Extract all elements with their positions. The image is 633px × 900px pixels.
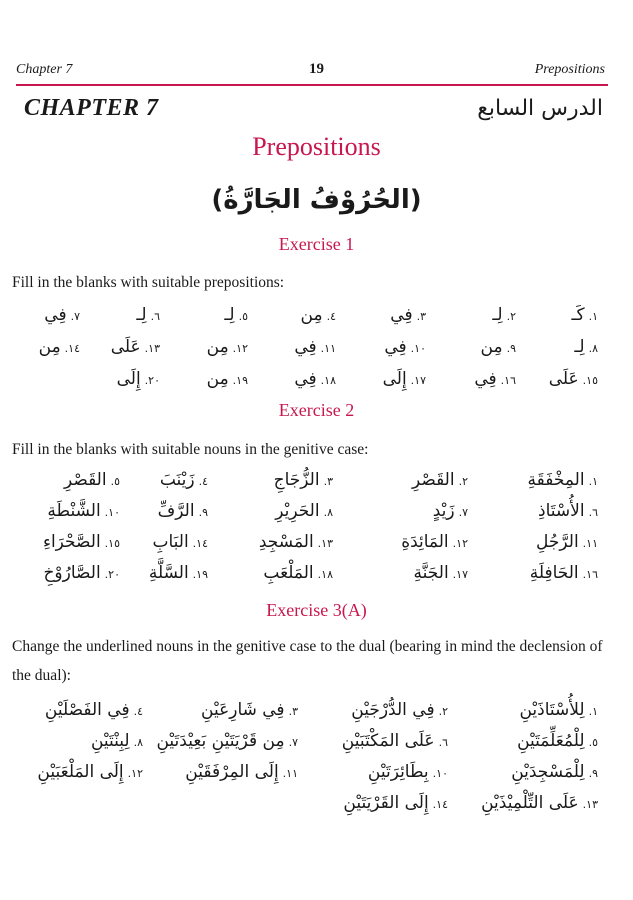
ex3-answer [37, 762, 143, 782]
item-number: ٩. [506, 342, 516, 355]
item-number: ١٠. [410, 342, 426, 355]
ex3-answer [519, 700, 598, 720]
answer-text: السَّلَّةِ [148, 563, 189, 583]
ex3-answer [343, 793, 448, 813]
exercise-3a-answers [20, 700, 598, 825]
item-number: ١٣. [144, 342, 160, 355]
exercise-2-heading: Exercise 2 [278, 400, 355, 420]
answer-text: مِن [206, 337, 229, 357]
ex1-answer [383, 369, 426, 389]
item-number: ١١. [282, 767, 298, 780]
exercise-3a-instruction: Change the underlined nouns in the genitive case to the dual (bearing in mind the declension of the dual): [12, 638, 603, 684]
item-number: ٣. [323, 475, 333, 488]
header-rule [16, 84, 608, 86]
ex2-answer [259, 532, 333, 552]
ex1-answer [301, 305, 336, 325]
ex3-answer [201, 700, 298, 720]
item-number: ١٥. [104, 537, 120, 550]
answer-text: المَسْجِدِ [258, 532, 314, 552]
answer-text: لِـ [574, 337, 585, 357]
item-number: ٦. [588, 506, 598, 519]
answer-text: فِي [390, 305, 413, 325]
answer-text: فِي [294, 369, 317, 389]
ex3-row [20, 700, 598, 730]
ex2-answer [158, 501, 208, 521]
exercise-3a-heading: Exercise 3(A) [266, 600, 367, 620]
ex3-answer [517, 731, 598, 751]
running-header-chapter: Chapter 7 [16, 62, 73, 77]
ex3-answer [185, 762, 298, 782]
ex1-answer [492, 305, 516, 325]
answer-text: فِي [474, 369, 497, 389]
ex2-answer [414, 563, 468, 583]
answer-text: لِـ [224, 305, 235, 325]
item-number: ١١. [320, 342, 336, 355]
answer-text: الصَّارُوْخِ [43, 563, 101, 583]
answer-text: الحَرِيْرِ [275, 501, 320, 521]
answer-text: المَائِدَةِ [401, 532, 449, 552]
answer-text: فِي [294, 337, 317, 357]
ex1-answer [207, 337, 248, 357]
ex3-row [20, 762, 598, 792]
ex2-answer [536, 532, 598, 552]
item-number: ٧. [458, 506, 468, 519]
ex2-row [20, 532, 598, 562]
ex3-answer [481, 793, 598, 813]
ex1-answer [481, 337, 516, 357]
answer-text: لِـ [136, 305, 147, 325]
ex2-answer [528, 470, 598, 490]
running-header-topic: Prepositions [534, 62, 605, 77]
item-number: ٥. [588, 736, 598, 749]
answer-text: مِن [480, 337, 503, 357]
answer-text: الزُّجَاجِ [273, 470, 320, 490]
ex2-answer [43, 563, 120, 583]
ex2-row [20, 501, 598, 531]
ex1-answer [44, 305, 80, 325]
item-number: ٦. [150, 310, 160, 323]
ex3-answer [45, 700, 143, 720]
item-number: ١٢. [452, 537, 468, 550]
item-number: ٢. [506, 310, 516, 323]
answer-text: لِلأُسْتَاذَيْنِ [519, 700, 585, 720]
answer-text: عَلَى [110, 337, 141, 357]
answer-text: المِخْفَقَةِ [527, 470, 585, 490]
ex3-answer [511, 762, 598, 782]
answer-text: عَلَى [548, 369, 579, 389]
ex2-answer [274, 470, 333, 490]
answer-text: زَيْنَبَ [159, 470, 195, 490]
item-number: ١١. [582, 537, 598, 550]
ex1-answer [111, 337, 160, 357]
ex1-answer [207, 369, 248, 389]
ex1-answer [574, 337, 598, 357]
item-number: ٩. [198, 506, 208, 519]
item-number: ٢. [458, 475, 468, 488]
item-number: ١٠. [432, 767, 448, 780]
item-number: ١٩. [232, 374, 248, 387]
answer-text: مِن قَرْيَتَيْنِ بَعِيْدَتَيْنِ [156, 731, 285, 751]
item-number: ١٢. [127, 767, 143, 780]
item-number: ١٨. [317, 568, 333, 581]
item-number: ٤. [326, 310, 336, 323]
item-number: ٦. [438, 736, 448, 749]
answer-text: إِلَى [116, 369, 141, 389]
chapter-title-arabic: الدرس السابع [477, 96, 603, 121]
answer-text: الجَنَّةِ [413, 563, 449, 583]
answer-text: بِطَائِرَتَيْنِ [367, 762, 429, 782]
ex2-answer [64, 470, 120, 490]
answer-text: فِي الفَصْلَيْنِ [44, 700, 130, 720]
answer-text: كَـ [571, 305, 585, 325]
item-number: ١٦. [500, 374, 516, 387]
ex3-answer [351, 700, 448, 720]
ex2-answer [152, 532, 208, 552]
ex1-row [20, 305, 598, 335]
ex2-answer [263, 563, 333, 583]
ex1-answer [39, 337, 80, 357]
item-number: ١. [588, 705, 598, 718]
item-number: ١٥. [582, 374, 598, 387]
answer-text: لِبِنْتَيْنِ [90, 731, 130, 751]
answer-text: عَلَى التِّلْمِيْذَيْنِ [481, 793, 579, 813]
ex2-answer [160, 470, 208, 490]
answer-text: القَصْرِ [63, 470, 107, 490]
ex2-answer [538, 501, 598, 521]
item-number: ١٣. [317, 537, 333, 550]
item-number: ٨. [323, 506, 333, 519]
ex2-answer [401, 532, 468, 552]
ex1-answer [384, 337, 426, 357]
answer-text: فِي [44, 305, 67, 325]
item-number: ١٤. [64, 342, 80, 355]
answer-text: الأُسْتَاذِ [538, 501, 585, 521]
answer-text: الرَّفِّ [157, 501, 195, 521]
item-number: ١٤. [192, 537, 208, 550]
ex2-answer [412, 470, 468, 490]
ex3-row [20, 731, 598, 761]
answer-text: البَابِ [152, 532, 189, 552]
item-number: ٧. [288, 736, 298, 749]
answer-text: زَيْدٍ [432, 501, 455, 521]
exercise-1-answers [20, 305, 598, 400]
ex2-row [20, 470, 598, 500]
ex1-row [20, 337, 598, 367]
ex3-answer [342, 731, 448, 751]
item-number: ٨. [588, 342, 598, 355]
ex2-answer [275, 501, 333, 521]
ex1-answer [117, 369, 160, 389]
ex1-row [20, 369, 598, 399]
page-title-arabic: (الحُرُوْفُ الجَارَّةُ) [211, 185, 422, 215]
ex3-answer [368, 762, 448, 782]
ex3-row [20, 793, 598, 823]
answer-text: الرَّجُلِ [536, 532, 579, 552]
item-number: ١٧. [410, 374, 426, 387]
ex2-answer [433, 501, 468, 521]
page-title: Prepositions [252, 132, 381, 161]
item-number: ٣. [288, 705, 298, 718]
item-number: ٤. [133, 705, 143, 718]
answer-text: لِلْمُعَلِّمَتَيْنِ [517, 731, 585, 751]
item-number: ٩. [588, 767, 598, 780]
ex1-answer [136, 305, 160, 325]
answer-text: الحَافِلَةِ [529, 563, 579, 583]
answer-text: لِلْمَسْجِدَيْنِ [511, 762, 585, 782]
item-number: ١. [588, 310, 598, 323]
ex2-answer [43, 532, 120, 552]
answer-text: إِلَى القَرْيَتَيْنِ [343, 793, 429, 813]
item-number: ١٢. [232, 342, 248, 355]
answer-text: الشَّنْطَةِ [47, 501, 101, 521]
item-number: ١. [588, 475, 598, 488]
exercise-2-instruction: Fill in the blanks with suitable nouns in the genitive case: [12, 441, 369, 458]
item-number: ٣. [416, 310, 426, 323]
ex2-answer [47, 501, 120, 521]
item-number: ٢٠. [104, 568, 120, 581]
ex1-answer [294, 337, 336, 357]
answer-text: إِلَى المَلْعَبَيْنِ [37, 762, 124, 782]
answer-text: إِلَى [382, 369, 407, 389]
ex1-answer [549, 369, 598, 389]
ex1-answer [390, 305, 426, 325]
page-number: 19 [309, 61, 324, 77]
ex2-row [20, 563, 598, 593]
item-number: ٤. [198, 475, 208, 488]
ex3-answer [91, 731, 143, 751]
item-number: ٢. [438, 705, 448, 718]
item-number: ١٧. [452, 568, 468, 581]
item-number: ١٣. [582, 798, 598, 811]
item-number: ١٩. [192, 568, 208, 581]
ex1-answer [474, 369, 516, 389]
answer-text: فِي الدُّرْجَيْنِ [351, 700, 435, 720]
answer-text: فِي [384, 337, 407, 357]
item-number: ٥. [110, 475, 120, 488]
chapter-title: CHAPTER 7 [24, 95, 159, 121]
exercise-1-instruction: Fill in the blanks with suitable prepositions: [12, 274, 285, 291]
answer-text: القَصْرِ [411, 470, 455, 490]
answer-text: إِلَى المِرْفَقَيْنِ [185, 762, 279, 782]
ex2-answer [149, 563, 208, 583]
ex1-answer [224, 305, 248, 325]
answer-text: الصَّحْرَاءِ [42, 532, 101, 552]
answer-text: فِي شَارِعَيْنِ [201, 700, 285, 720]
answer-text: المَلْعَبِ [263, 563, 314, 583]
answer-text: لِـ [492, 305, 503, 325]
item-number: ٥. [238, 310, 248, 323]
ex3-answer [156, 731, 298, 751]
exercise-1-heading: Exercise 1 [278, 234, 355, 254]
item-number: ١٨. [320, 374, 336, 387]
item-number: ٨. [133, 736, 143, 749]
ex1-answer [572, 305, 599, 325]
item-number: ٢٠. [144, 374, 160, 387]
answer-text: عَلَى المَكْتَبَيْنِ [341, 731, 435, 751]
exercise-2-answers [20, 470, 598, 595]
item-number: ٧. [70, 310, 80, 323]
answer-text: مِن [38, 337, 61, 357]
ex2-answer [530, 563, 598, 583]
item-number: ١٠. [104, 506, 120, 519]
ex1-answer [294, 369, 336, 389]
answer-text: مِن [206, 369, 229, 389]
item-number: ١٤. [432, 798, 448, 811]
item-number: ١٦. [582, 568, 598, 581]
answer-text: مِن [300, 305, 323, 325]
